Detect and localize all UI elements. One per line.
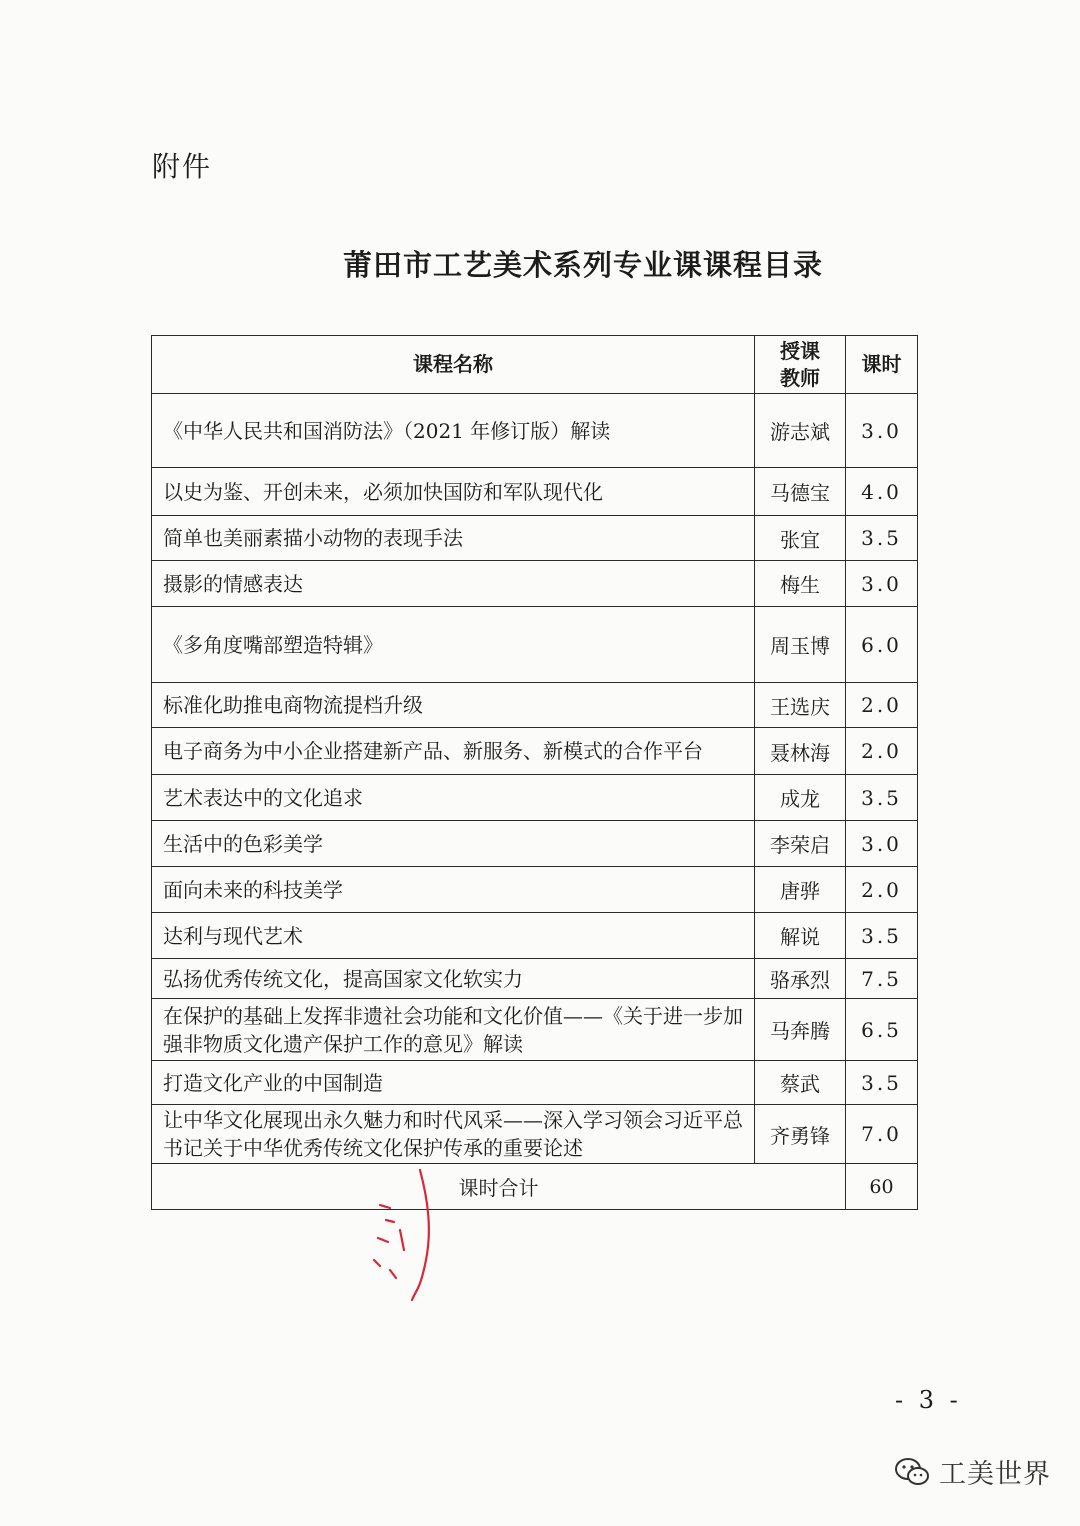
hours-cell: 7.0: [846, 1105, 918, 1164]
total-value: 60: [846, 1164, 918, 1210]
watermark-text: 工美世界: [939, 1459, 1051, 1490]
course-name-cell: 简单也美丽素描小动物的表现手法: [152, 516, 755, 561]
course-name-cell: 电子商务为中小企业搭建新产品、新服务、新模式的合作平台: [152, 728, 755, 775]
header-teacher: [755, 336, 846, 394]
table-row: [152, 468, 918, 516]
teacher-cell: 马德宝: [755, 468, 846, 516]
header-teacher-line1: 授课: [780, 338, 820, 363]
teacher-cell: 齐勇锋: [755, 1105, 846, 1164]
hours-cell: 3.5: [846, 775, 918, 821]
watermark: [893, 1452, 1051, 1491]
hours-cell: 3.5: [846, 516, 918, 561]
teacher-cell: 周玉博: [755, 607, 846, 683]
hours-cell: 3.5: [846, 913, 918, 959]
table-row: [152, 999, 918, 1061]
teacher-cell: 王选庆: [755, 683, 846, 728]
hours-cell: 6.0: [846, 607, 918, 683]
hours-cell: 2.0: [846, 867, 918, 913]
course-table: [151, 335, 918, 1210]
teacher-cell: 游志斌: [755, 394, 846, 468]
table-row: [152, 516, 918, 561]
course-name-cell: 面向未来的科技美学: [152, 867, 755, 913]
course-name-cell: 《多角度嘴部塑造特辑》: [152, 607, 755, 683]
teacher-cell: 梅生: [755, 561, 846, 607]
table-row: [152, 394, 918, 468]
total-label: 课时合计: [152, 1164, 846, 1210]
hours-cell: 2.0: [846, 683, 918, 728]
table-row: [152, 1061, 918, 1105]
header-hours: 课时: [846, 336, 918, 394]
teacher-cell: 唐骅: [755, 867, 846, 913]
table-header-row: [152, 336, 918, 394]
course-table-body: [152, 394, 918, 1164]
attachment-label: 附件: [152, 150, 213, 183]
hours-cell: 3.5: [846, 1061, 918, 1105]
red-stamp-mark: [360, 1160, 450, 1310]
course-name-cell: 在保护的基础上发挥非遗社会功能和文化价值——《关于进一步加强非物质文化遗产保护工作的意见》解读: [152, 999, 755, 1061]
course-name-cell: 标准化助推电商物流提档升级: [152, 683, 755, 728]
header-teacher-line2: 教师: [780, 365, 820, 390]
table-row: [152, 775, 918, 821]
course-name-cell: 以史为鉴、开创未来，必须加快国防和军队现代化: [152, 468, 755, 516]
course-name-cell: 生活中的色彩美学: [152, 821, 755, 867]
hours-cell: 3.0: [846, 821, 918, 867]
table-row: [152, 867, 918, 913]
course-name-cell: 打造文化产业的中国制造: [152, 1061, 755, 1105]
wechat-icon: [893, 1456, 931, 1488]
table-row: [152, 913, 918, 959]
header-course-name: 课程名称: [152, 336, 755, 394]
teacher-cell: 聂林海: [755, 728, 846, 775]
teacher-cell: 成龙: [755, 775, 846, 821]
teacher-cell: 张宜: [755, 516, 846, 561]
page-number: - 3 -: [895, 1386, 962, 1414]
table-row: [152, 959, 918, 999]
table-row: [152, 561, 918, 607]
table-row: [152, 1105, 918, 1164]
course-name-cell: 艺术表达中的文化追求: [152, 775, 755, 821]
teacher-cell: 马奔腾: [755, 999, 846, 1061]
teacher-cell: 蔡武: [755, 1061, 846, 1105]
hours-cell: 3.0: [846, 394, 918, 468]
teacher-cell: 解说: [755, 913, 846, 959]
teacher-cell: 李荣启: [755, 821, 846, 867]
total-row: [152, 1164, 918, 1210]
table-row: [152, 607, 918, 683]
course-name-cell: 摄影的情感表达: [152, 561, 755, 607]
table-row: [152, 728, 918, 775]
course-name-cell: 让中华文化展现出永久魅力和时代风采——深入学习领会习近平总书记关于中华优秀传统文化保护传承的重要论述: [152, 1105, 755, 1164]
course-name-cell: 《中华人民共和国消防法》（2021 年修订版）解读: [152, 394, 755, 468]
table-row: [152, 821, 918, 867]
course-name-cell: 达利与现代艺术: [152, 913, 755, 959]
document-title: 莆田市工艺美术系列专业课课程目录: [342, 248, 823, 282]
hours-cell: 7.5: [846, 959, 918, 999]
teacher-cell: 骆承烈: [755, 959, 846, 999]
table-row: [152, 683, 918, 728]
hours-cell: 2.0: [846, 728, 918, 775]
hours-cell: 4.0: [846, 468, 918, 516]
hours-cell: 6.5: [846, 999, 918, 1061]
course-name-cell: 弘扬优秀传统文化，提高国家文化软实力: [152, 959, 755, 999]
hours-cell: 3.0: [846, 561, 918, 607]
